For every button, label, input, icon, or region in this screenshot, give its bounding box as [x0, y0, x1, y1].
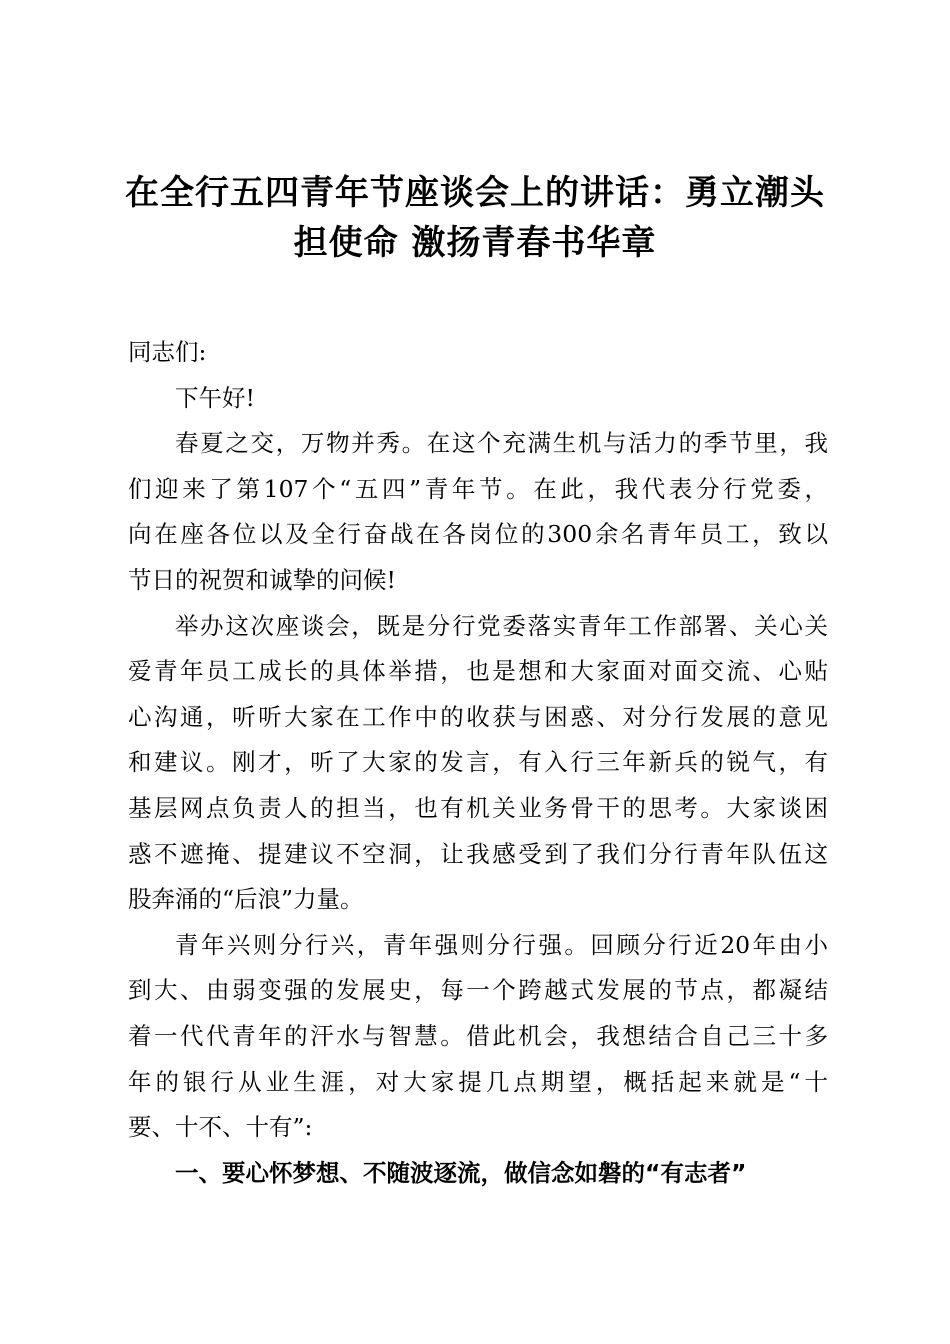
paragraph-line: 基层网点负责人的担当，也有机关业务骨干的思考。大家谈困: [128, 793, 828, 822]
salutation-text: 同志们:: [128, 338, 207, 366]
paragraph-line: 到大、由弱变强的发展史，每一个跨越式发展的节点，都凝结: [128, 976, 828, 1005]
paragraph-3: [128, 923, 828, 1151]
paragraph-line: 和建议。刚才，听了大家的发言，有入行三年新兵的锐气，有: [128, 748, 828, 777]
paragraph-line: 们迎来了第107个“五四”青年节。在此，我代表分行党委，: [128, 474, 828, 503]
title-line: 担使命 激扬青春书华章: [293, 223, 657, 263]
paragraph-1: [128, 421, 828, 603]
document-title: [100, 168, 850, 268]
paragraph-line: 股奔涌的“后浪”力量。: [128, 885, 364, 914]
paragraph-line: 惑不遮掩、提建议不空洞，让我感受到了我们分行青年队伍这: [128, 839, 828, 868]
paragraph-line: 爱青年员工成长的具体举措，也是想和大家面对面交流、心贴: [128, 657, 828, 686]
paragraph-line: 向在座各位以及全行奋战在各岗位的300余名青年员工，致以: [128, 520, 828, 549]
paragraph-line: 着一代代青年的汗水与智慧。借此机会，我想结合自己三十多: [128, 1021, 828, 1050]
document-body: [128, 330, 828, 1196]
paragraph-line: 节日的祝贺和诚挚的问候!: [128, 565, 396, 594]
paragraph-2: [128, 604, 828, 923]
paragraph-line: 春夏之交，万物并秀。在这个充满生机与活力的季节里，我: [175, 429, 828, 458]
paragraph-line: 年的银行从业生涯，对大家提几点期望，概括起来就是“十: [128, 1067, 828, 1096]
greeting: [128, 376, 828, 422]
section-heading-text: 一、要心怀梦想、不随波逐流，做信念如磐的“有志者”: [175, 1158, 747, 1187]
greeting-text: 下午好!: [175, 383, 255, 412]
title-line: 在全行五四青年节座谈会上的讲话：勇立潮头: [125, 173, 825, 213]
paragraph-line: 举办这次座谈会，既是分行党委落实青年工作部署、关心关: [175, 611, 828, 640]
paragraph-line: 要、十不、十有”:: [128, 1113, 313, 1142]
paragraph-line: 青年兴则分行兴，青年强则分行强。回顾分行近20年由小: [175, 930, 828, 959]
salutation: [128, 330, 828, 376]
paragraph-line: 心沟通，听听大家在工作中的收获与困惑、对分行发展的意见: [128, 702, 828, 731]
section-heading: [128, 1151, 828, 1197]
